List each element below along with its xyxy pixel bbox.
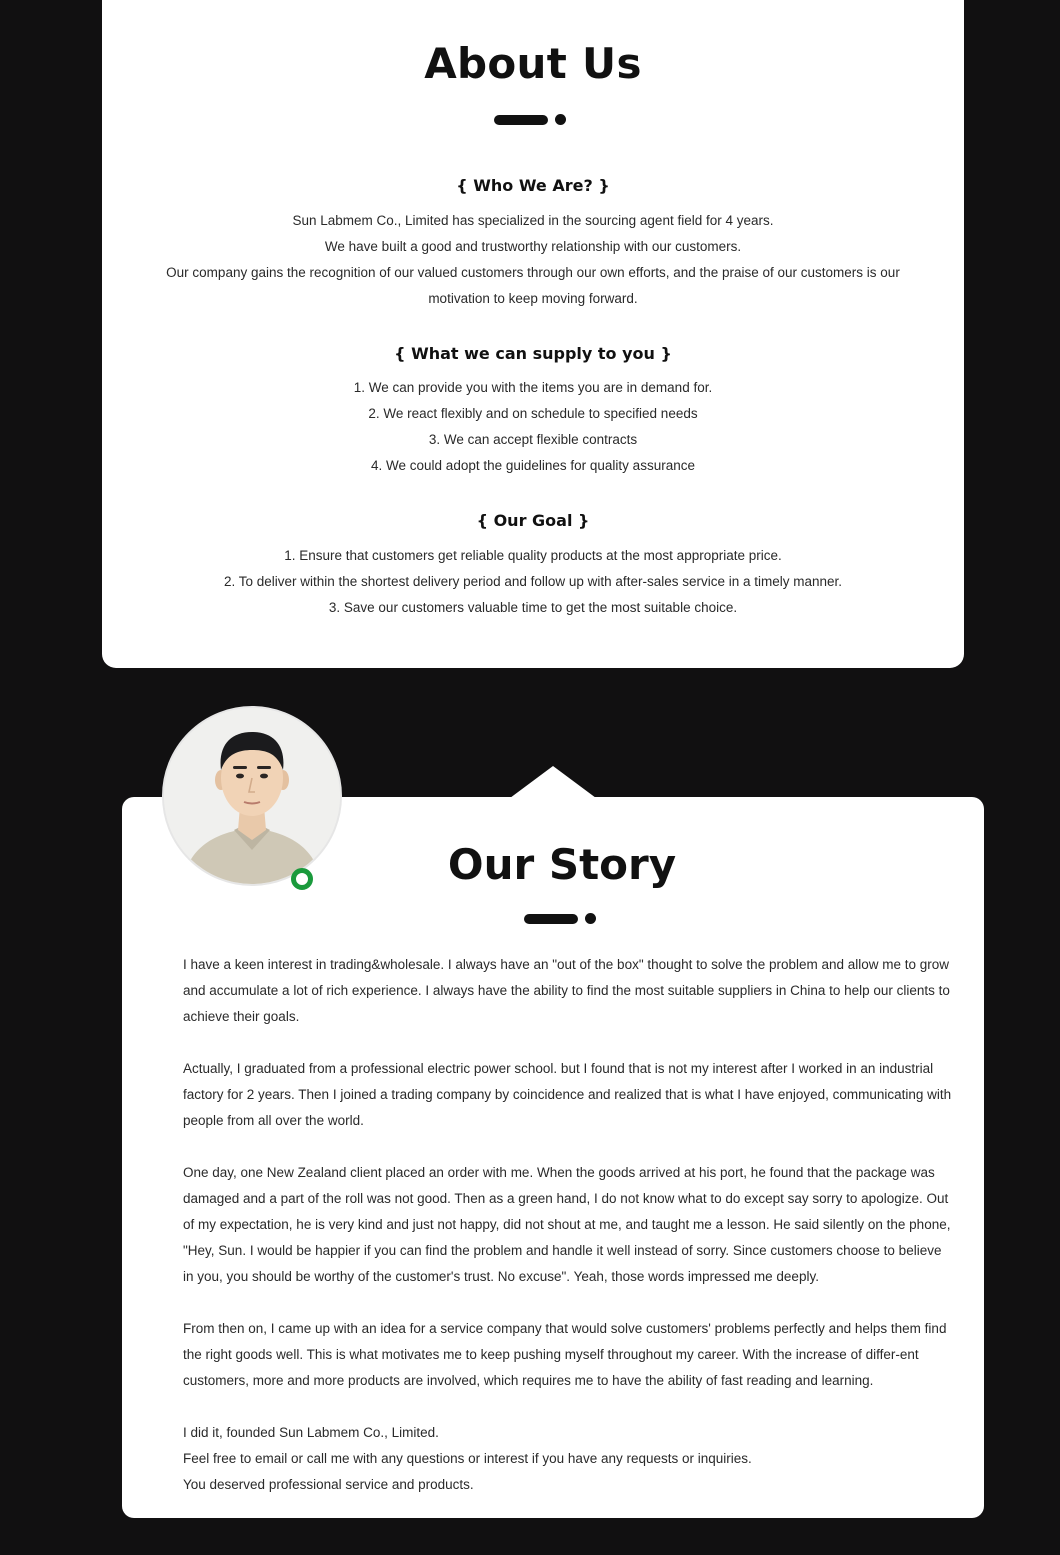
divider-dot [555, 114, 566, 125]
closing-line: I did it, founded Sun Labmem Co., Limited. [183, 1425, 439, 1440]
title-divider [524, 913, 596, 925]
closing-line: Feel free to email or call me with any questions or interest if you have any requests or inquiries. [183, 1451, 752, 1466]
story-card-pointer [510, 766, 596, 798]
story-paragraph: One day, one New Zealand client placed an order with me. When the goods arrived at his port, he found that the package was damaged and a part of the roll was not good. Then as a green hand, I do not know what to do except say sorry to apologize. Out of my expectation, he is very kind and just not happy, did not shout at me, and taught me a lesson. He said silently on the phone, "Hey, Sun. I would be happier if you can find the problem and handle it well instead of sorry. Since customers choose to believe in you, you should be worthy of the customer's trust. No excuse". Yeah, those words impressed me deeply. [183, 1165, 951, 1284]
story-paragraph: From then on, I came up with an idea for a service company that would solve customers' problems perfectly and helps them find the right goods well. This is what motivates me to keep pushing myself throughout my career. With the increase of differ-ent customers, more and more products are involved, which requires me to have the ability of fast reading and learning. [183, 1321, 947, 1388]
our-goal-heading: { Our Goal } [476, 511, 590, 530]
supply-list [142, 375, 924, 479]
supply-item: 2. We react flexibly and on schedule to specified needs [368, 406, 698, 421]
story-text [183, 952, 953, 1498]
title-divider [494, 114, 566, 126]
goal-item: 2. To deliver within the shortest delivery period and follow up with after-sales service in a timely manner. [223, 574, 843, 589]
story-closing [183, 1420, 953, 1498]
who-we-are-line: Sun Labmem Co., Limited has specialized in the sourcing agent field for 4 years. [292, 213, 774, 228]
divider-bar [524, 914, 578, 924]
our-goal-list [142, 543, 924, 621]
about-us-title: About Us [424, 39, 642, 88]
supply-item: 1. We can provide you with the items you are in demand for. [353, 380, 713, 395]
who-we-are-line: We have built a good and trustworthy relationship with our customers. [324, 239, 742, 254]
supply-item: 3. We can accept flexible contracts [428, 432, 638, 447]
our-story-title: Our Story [447, 840, 677, 889]
founder-avatar [162, 706, 342, 886]
story-paragraph: Actually, I graduated from a professional electric power school. but I found that is not my interest after I worked in an industrial factory for 2 years. Then I joined a trading company by coincidence and realized that is what I have enjoyed, communicating with people from all over the world. [183, 1061, 952, 1128]
supply-heading: { What we can supply to you } [394, 344, 672, 363]
online-status-icon [291, 868, 313, 890]
our-story-card [122, 797, 984, 1518]
supply-item: 4. We could adopt the guidelines for quality assurance [371, 458, 695, 473]
divider-dot [585, 913, 596, 924]
story-paragraph: I have a keen interest in trading&wholesale. I always have an "out of the box" thought to solve the problem and allow me to grow and accumulate a lot of rich experience. I always have the ability to find the most suitable suppliers in China to help our clients to achieve their goals. [183, 957, 950, 1024]
goal-item: 1. Ensure that customers get reliable quality products at the most appropriate price. [284, 548, 782, 563]
goal-item: 3. Save our customers valuable time to get the most suitable choice. [328, 600, 738, 615]
who-we-are-text [142, 208, 924, 312]
about-us-card [102, 0, 964, 668]
who-we-are-line: Our company gains the recognition of our valued customers through our own efforts, and the praise of our customers is our motivation to keep moving forward. [166, 265, 900, 306]
divider-bar [494, 115, 548, 125]
who-we-are-heading: { Who We Are? } [456, 176, 610, 195]
founder-portrait-illustration [164, 708, 340, 884]
closing-line: You deserved professional service and products. [183, 1477, 474, 1492]
